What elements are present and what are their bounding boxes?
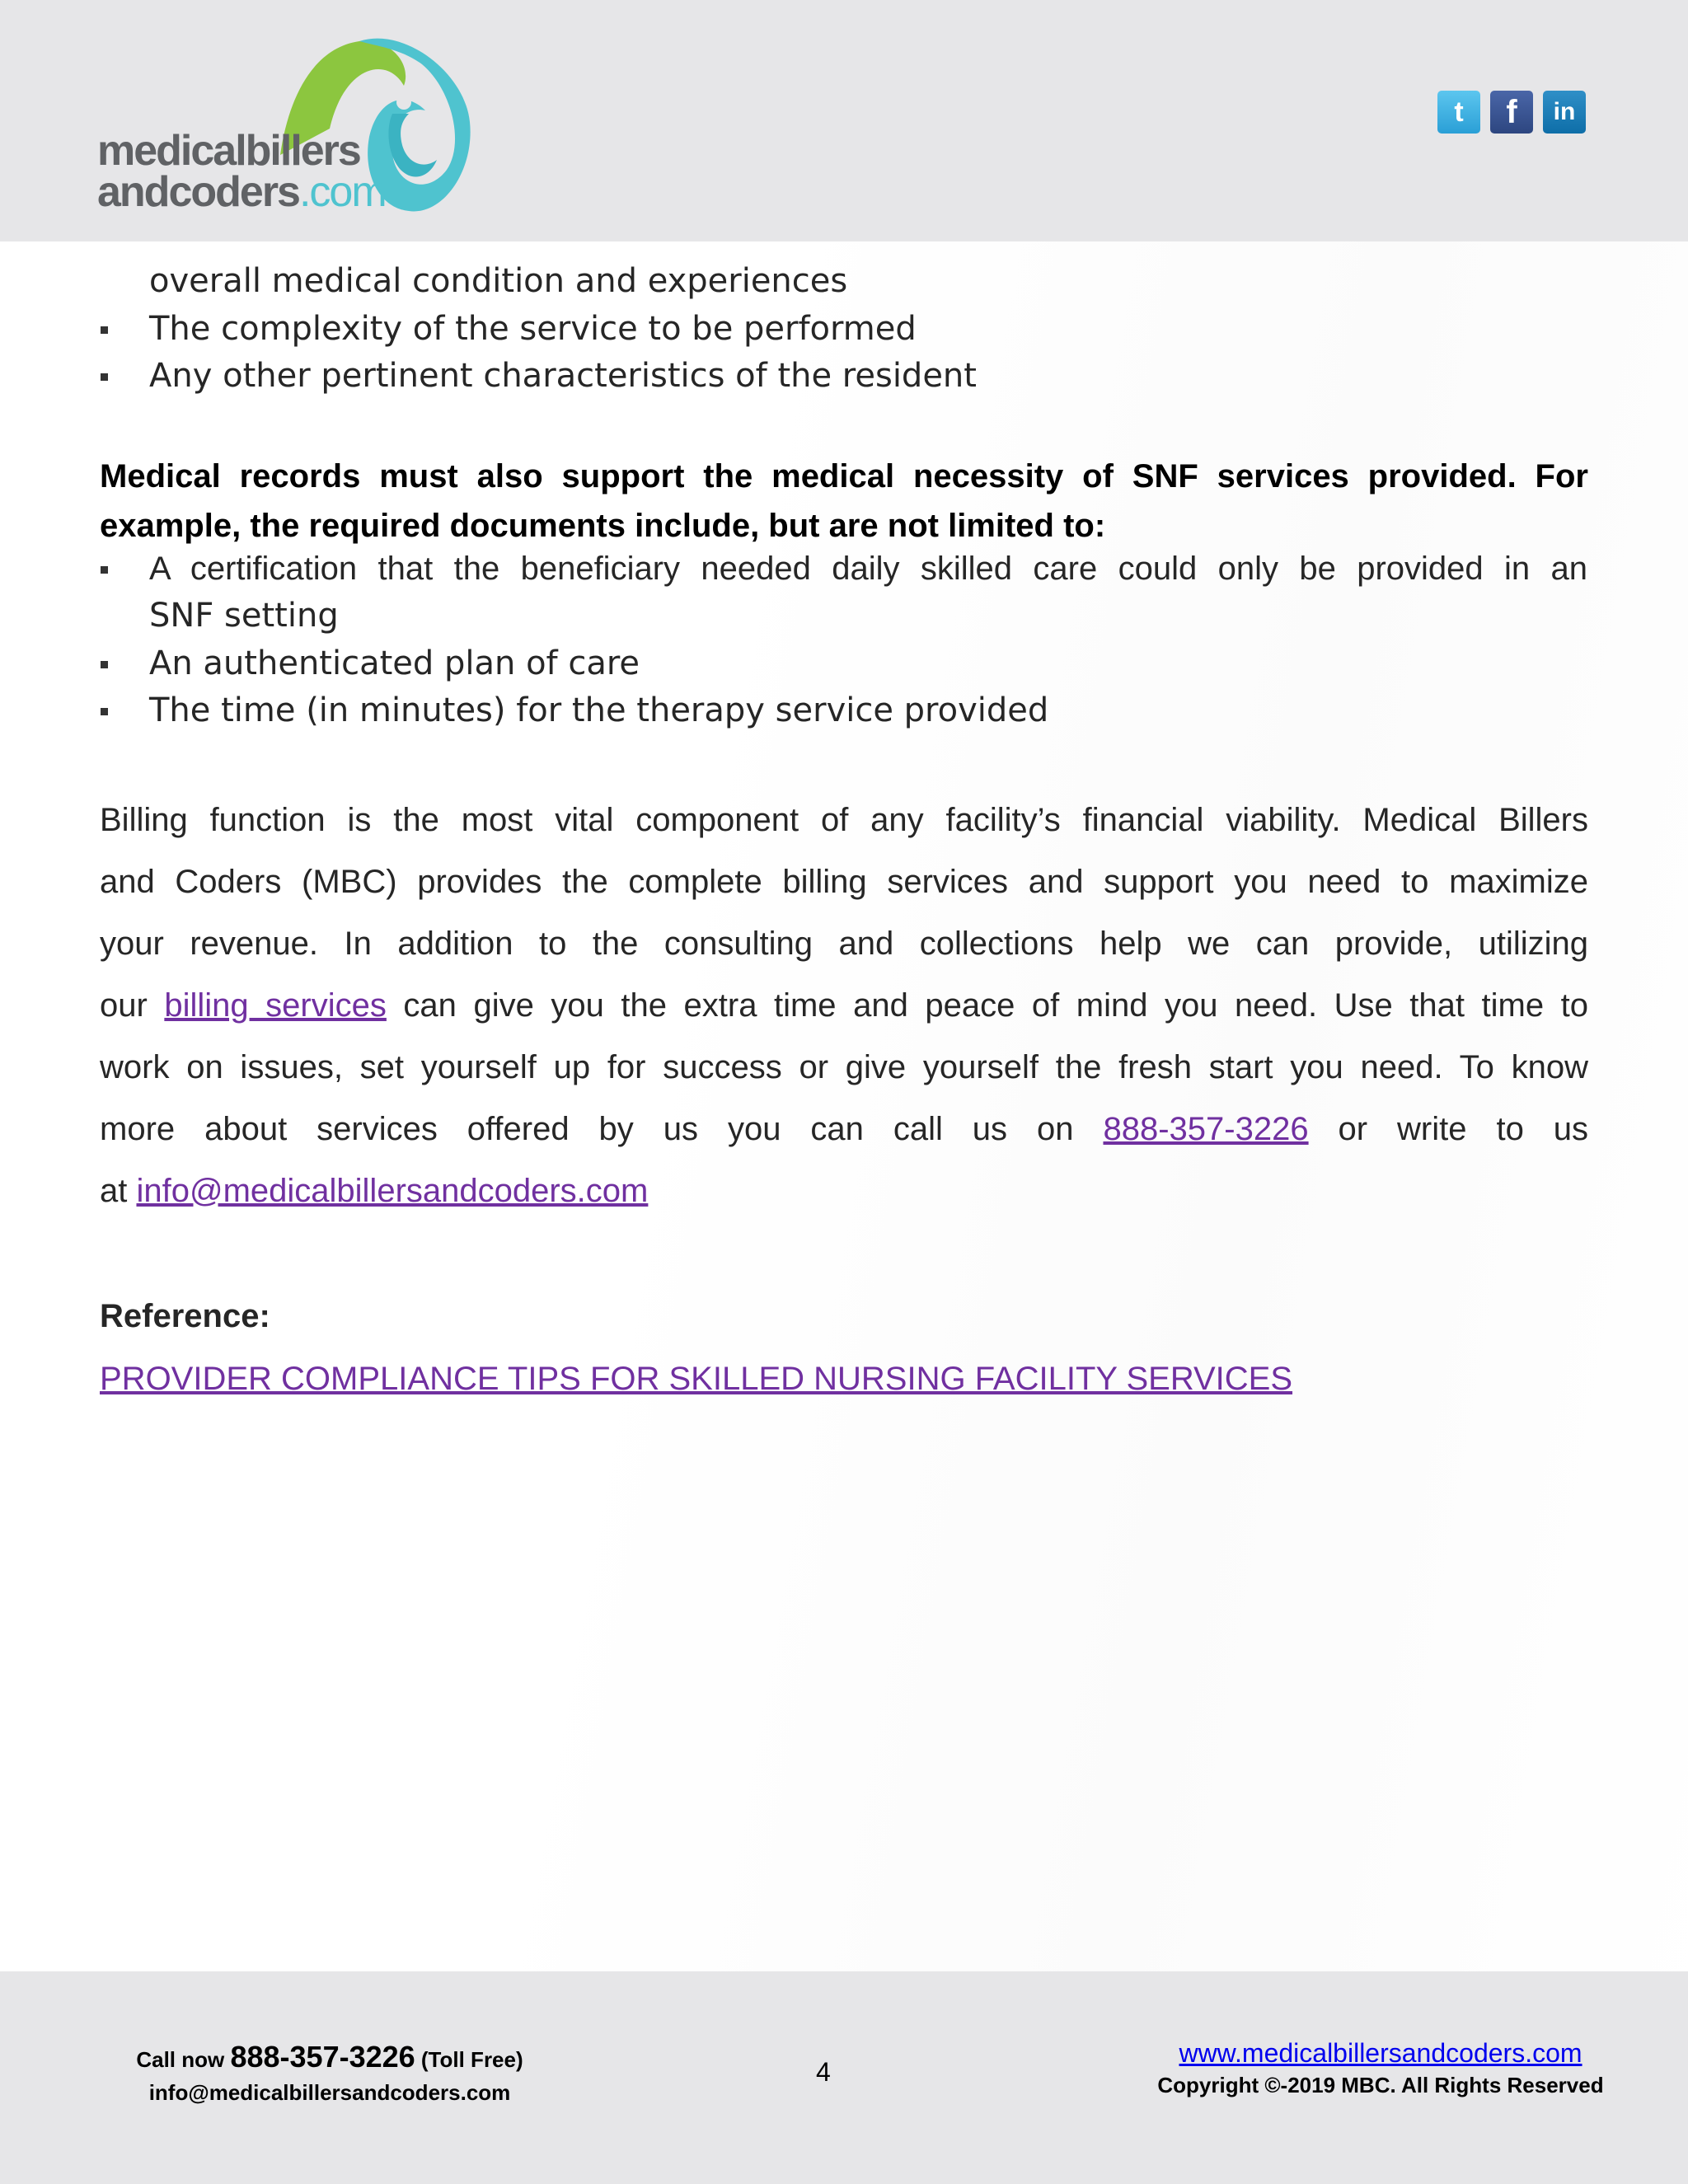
paragraph-text: at (100, 1173, 137, 1209)
page-header (0, 0, 1688, 241)
paragraph-text: our (100, 987, 165, 1024)
twitter-glyph: t (1454, 96, 1464, 128)
paragraph-line: Billing function is the most vital component of any facility’s financial viability. Medical Billers (100, 802, 1588, 838)
twitter-icon[interactable] (1437, 91, 1480, 134)
list-item: overall medical condition and experiences (149, 262, 848, 300)
linkedin-icon[interactable] (1543, 91, 1586, 134)
paragraph-line (100, 1170, 1588, 1212)
page-number: 4 (816, 2057, 831, 2087)
footer-site-info (1146, 2036, 1615, 2100)
company-logo[interactable] (97, 31, 493, 221)
page-footer (0, 1971, 1688, 2184)
billing-services-link[interactable]: billing services (164, 987, 387, 1024)
footer-contact (99, 2039, 560, 2107)
facebook-icon[interactable] (1490, 91, 1533, 134)
logo-line-2-text: andcoders (97, 168, 299, 216)
footer-phone[interactable]: 888-357-3226 (230, 2040, 415, 2074)
logo-line-1: medicalbillers (97, 127, 360, 175)
paragraph-line: your revenue. In addition to the consulting and collections help we can provide, utilizing (100, 926, 1588, 962)
email-link[interactable]: info@medicalbillersandcoders.com (136, 1173, 649, 1209)
logo-wordmark (97, 127, 386, 216)
list-item: The complexity of the service to be performed (149, 310, 917, 348)
paragraph-line (100, 1108, 1588, 1150)
footer-copyright: Copyright ©-2019 MBC. All Rights Reserved (1157, 2073, 1604, 2097)
reference-link[interactable]: PROVIDER COMPLIANCE TIPS FOR SKILLED NURSING FACILITY SERVICES (100, 1361, 1293, 1397)
linkedin-glyph: in (1553, 98, 1576, 125)
bold-paragraph: Medical records must also support the medical necessity of SNF services provided. For example, the required documents include, but are not limited to: (100, 458, 1588, 544)
footer-call-line (99, 2039, 560, 2078)
list-item: An authenticated plan of care (149, 644, 640, 682)
paragraph-line (100, 985, 1588, 1026)
reference-line (100, 1358, 1292, 1399)
reference-heading: Reference: (100, 1298, 270, 1334)
bullet-icon (101, 566, 108, 574)
bullet-icon (101, 661, 108, 668)
paragraph-line: and Coders (MBC) provides the complete billing services and support you need to maximize (100, 864, 1588, 900)
list-item: The time (in minutes) for the therapy service provided (149, 691, 1049, 729)
list-item: Any other pertinent characteristics of the resident (149, 357, 977, 395)
phone-link[interactable]: 888-357-3226 (1103, 1111, 1309, 1147)
facebook-glyph: f (1506, 94, 1517, 130)
call-prefix: Call now (136, 2047, 231, 2072)
paragraph-text: can give you the extra time and peace of mind you need. Use that time to (386, 987, 1589, 1024)
footer-email[interactable]: info@medicalbillersandcoders.com (148, 2080, 511, 2105)
bullet-icon (101, 373, 108, 381)
logo-line-2 (97, 168, 386, 216)
list-item-continuation: SNF setting (149, 597, 339, 635)
logo-suffix: .com (298, 168, 386, 216)
bullet-icon (101, 326, 108, 334)
paragraph-line: work on issues, set yourself up for success or give yourself the fresh start you need. To know (100, 1049, 1588, 1085)
paragraph-text: or write to us (1308, 1111, 1589, 1147)
bullet-icon (101, 708, 108, 715)
paragraph-text: more about services offered by us you can call us on (100, 1111, 1104, 1147)
footer-website-link[interactable]: www.medicalbillersandcoders.com (1179, 2038, 1582, 2068)
toll-free-label: (Toll Free) (415, 2047, 523, 2072)
list-item: A certification that the beneficiary needed daily skilled care could only be provided in an (149, 551, 1587, 587)
